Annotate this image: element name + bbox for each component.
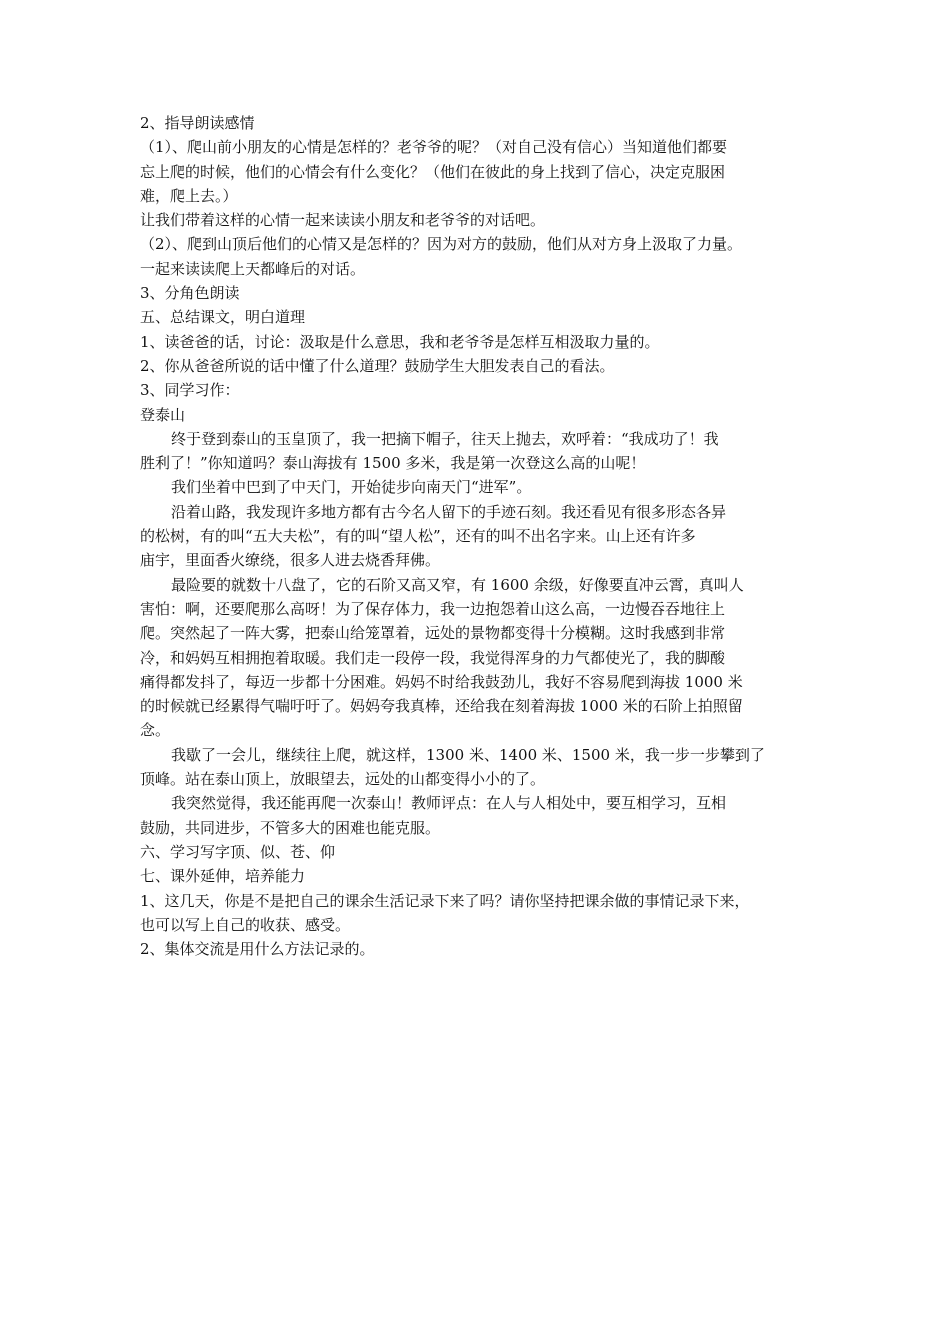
text-line: 终于登到泰山的玉皇顶了，我一把摘下帽子，往天上抛去，欢呼着：“我成功了！我 — [171, 429, 719, 448]
text-line: 七、课外延伸，培养能力 — [140, 867, 306, 886]
text-line: 3、分角色朗读 — [140, 284, 240, 303]
text-line: 五、总结课文，明白道理 — [140, 308, 306, 327]
text-line: 的时候就已经累得气喘吁吁了。妈妈夸我真棒，还给我在刻着海拔 1000 米的石阶上拍照留 — [140, 697, 743, 716]
text-line: 念。 — [140, 721, 171, 740]
text-line: 最险要的就数十八盘了，它的石阶又高又窄，有 1600 余级，好像要直冲云霄，真叫人 — [171, 575, 744, 594]
text-line: 我突然觉得，我还能再爬一次泰山！教师评点：在人与人相处中，要互相学习，互相 — [171, 794, 727, 813]
text-line: 庙宇，里面香火缭绕，很多人进去烧香拜佛。 — [140, 551, 441, 570]
text-line: 1、这几天，你是不是把自己的课余生活记录下来了吗？请你坚持把课余做的事情记录下来， — [140, 891, 750, 910]
text-line: 我们坐着中巴到了中天门，开始徒步向南天门“进军”。 — [171, 478, 532, 497]
text-line: （2）、爬到山顶后他们的心情又是怎样的？因为对方的鼓励，他们从对方身上汲取了力量。 — [140, 235, 743, 254]
text-line: （1）、爬山前小朋友的心情是怎样的？老爷爷的呢？（对自己没有信心）当知道他们都要 — [140, 138, 728, 157]
text-line: 让我们带着这样的心情一起来读读小朋友和老爷爷的对话吧。 — [140, 211, 546, 230]
text-line: 冷，和妈妈互相拥抱着取暖。我们走一段停一段，我觉得浑身的力气都使光了，我的脚酸 — [140, 648, 726, 667]
text-line: 胜利了！”你知道吗？泰山海拔有 1500 多米，我是第一次登这么高的山呢！ — [140, 454, 646, 473]
text-line: 的松树，有的叫“五大夫松”，有的叫“望人松”，还有的叫不出名字来。山上还有许多 — [140, 527, 696, 546]
text-line: 登泰山 — [140, 405, 186, 424]
text-line: 2、指导朗读感情 — [140, 114, 255, 132]
text-line: 爬。突然起了一阵大雾，把泰山给笼罩着，远处的景物都变得十分模糊。这时我感到非常 — [140, 624, 726, 643]
text-line: 难，爬上去。） — [140, 186, 238, 205]
text-line: 1、读爸爸的话，讨论：汲取是什么意思，我和老爷爷是怎样互相汲取力量的。 — [140, 332, 660, 351]
text-line: 忘上爬的时候，他们的心情会有什么变化？（他们在彼此的身上找到了信心，决定克服困 — [140, 162, 726, 181]
text-line: 2、你从爸爸所说的话中懂了什么道理？鼓励学生大胆发表自己的看法。 — [140, 356, 615, 375]
text-line: 痛得都发抖了，每迈一步都十分困难。妈妈不时给我鼓劲儿，我好不容易爬到海拔 1000 米 — [140, 672, 743, 691]
text-line: 我歇了一会儿，继续往上爬，就这样，1300 米、1400 米、1500 米，我一步一步攀到了 — [171, 745, 765, 764]
text-line: 六、学习写字顶、似、苍、仰 — [140, 842, 336, 861]
text-line: 3、同学习作： — [140, 381, 240, 400]
text-line: 2、集体交流是用什么方法记录的。 — [140, 940, 375, 959]
text-line: 沿着山路，我发现许多地方都有古今名人留下的手迹石刻。我还看见有很多形态各异 — [171, 502, 727, 521]
text-line: 也可以写上自己的收获、感受。 — [140, 915, 351, 934]
text-line: 鼓励，共同进步，不管多大的困难也能克服。 — [140, 818, 441, 837]
text-line: 顶峰。站在泰山顶上，放眼望去，远处的山都变得小小的了。 — [140, 770, 546, 789]
document-body — [140, 111, 830, 961]
text-line: 害怕：啊，还要爬那么高呀！为了保存体力，我一边抱怨着山这么高，一边慢吞吞地往上 — [140, 599, 726, 618]
text-line: 一起来读读爬上天都峰后的对话。 — [140, 259, 366, 278]
